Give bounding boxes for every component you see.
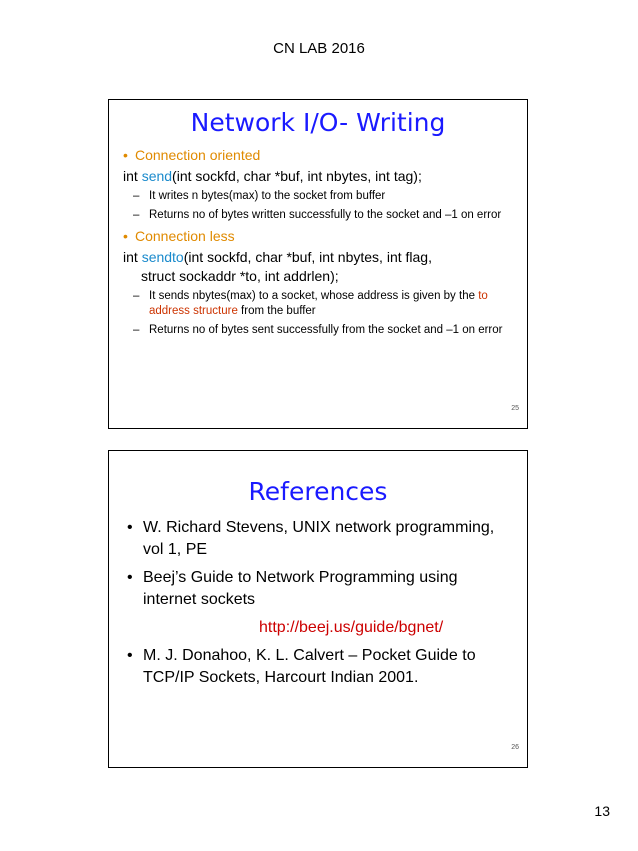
function-name-sendto: sendto xyxy=(141,249,184,265)
reference-item: • W. Richard Stevens, UNIX network programming, vol 1, PE xyxy=(127,519,495,558)
sub-item: – It writes n bytes(max) to the socket from buffer xyxy=(133,190,386,202)
bullet-connection-oriented: • Connection oriented xyxy=(123,147,261,163)
highlight-text: to address structure xyxy=(149,290,488,317)
page-number: 13 xyxy=(594,803,610,819)
page-header: CN LAB 2016 xyxy=(273,40,365,57)
bullet-icon: • xyxy=(127,519,133,536)
sub-item: – Returns no of bytes sent successfully from the socket and –1 on error xyxy=(133,324,503,336)
code-sendto: int sendto(int sockfd, char *buf, int nbytes, int flag, struct sockaddr *to, int addrlen); xyxy=(123,249,432,284)
function-name-send: send xyxy=(141,168,173,184)
reference-link[interactable]: http://beej.us/guide/bgnet/ xyxy=(259,619,444,636)
slide-number: 25 xyxy=(511,405,519,412)
slide-title: References xyxy=(248,477,388,506)
reference-item: • M. J. Donahoo, K. L. Calvert – Pocket Guide to TCP/IP Sockets, Harcourt Indian 2001. xyxy=(127,647,476,686)
reference-item: • Beej’s Guide to Network Programming using internet sockets xyxy=(127,569,458,608)
slide-number: 26 xyxy=(511,744,519,751)
bullet-icon: • xyxy=(127,647,133,664)
bullet-icon: • xyxy=(123,228,128,244)
code-send: int send(int sockfd, char *buf, int nbytes, int tag); xyxy=(123,168,422,184)
slide-references xyxy=(108,450,528,768)
slide-body xyxy=(123,517,513,695)
sub-item: – Returns no of bytes written successfully to the socket and –1 on error xyxy=(133,209,502,221)
slide-title: Network I/O- Writing xyxy=(190,108,446,137)
slide-body xyxy=(123,146,513,342)
bullet-icon: • xyxy=(123,147,128,163)
sub-item: – It sends nbytes(max) to a socket, whose address is given by the to address structure from the buffer xyxy=(133,290,488,317)
bullet-connection-less: • Connection less xyxy=(123,228,235,244)
slide-network-io-writing xyxy=(108,99,528,429)
bullet-icon: • xyxy=(127,569,133,586)
